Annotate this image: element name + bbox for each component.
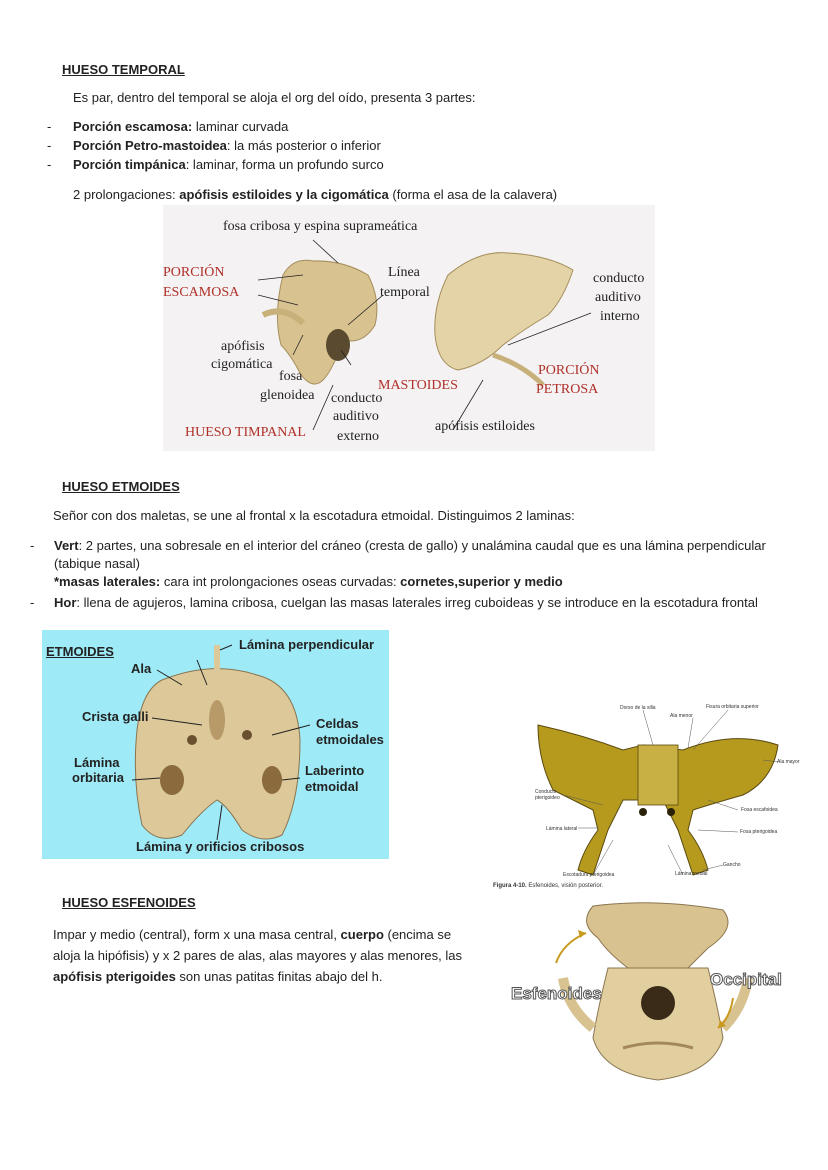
label-conducto-externo: conducto (331, 391, 383, 406)
label-apofisis-estiloides: apófisis estiloides (435, 419, 535, 434)
label-externo: externo (337, 429, 379, 444)
label-lamina-lateral: Lámina lateral (546, 826, 578, 832)
label-fosa-pterigoidea: Fosa pterigoidea (740, 829, 778, 835)
etmoides-heading: HUESO ETMOIDES (62, 479, 180, 494)
label-apofisis: apófisis (221, 339, 265, 354)
label-fisura-orbitaria: Fisura orbitaria superior (706, 704, 759, 710)
label-lamina: Lámina (74, 755, 120, 770)
label-glenoidea: glenoidea (260, 388, 315, 403)
figure-caption: Figura 4-10. Esfenoides, visión posterior. (493, 883, 604, 889)
label-ala-mayor: Ala mayor (777, 759, 800, 765)
etmoides-figure (42, 630, 389, 859)
label-auditivo-interno: auditivo (595, 290, 641, 305)
label-orbitaria: orbitaria (72, 770, 125, 785)
label-cigomatica: cigomática (211, 357, 273, 372)
label-dorso-silla: Dorso de la silla (620, 705, 656, 711)
label-porcion-petrosa: PORCIÓN (538, 363, 600, 378)
etmoides-intro: Señor con dos maletas, se une al frontal x la escotadura etmoidal. Distinguimos 2 laminas: (53, 508, 575, 523)
label-etmoidales: etmoidales (316, 732, 384, 747)
list-item: - Porción Petro-mastoidea: la más posterior o inferior (47, 138, 381, 153)
label-crista-galli: Crista galli (82, 709, 149, 724)
label-fosa-cribosa: fosa cribosa y espina suprameática (223, 219, 418, 234)
label-ala: Ala (131, 661, 152, 676)
label-etmoidal: etmoidal (305, 779, 359, 794)
temporal-intro: Es par, dentro del temporal se aloja el org del oído, presenta 3 partes: (73, 90, 476, 105)
label-conducto: Conducto (535, 789, 557, 795)
label-laberinto: Laberinto (305, 763, 365, 778)
label-lamina-perpendicular: Lámina perpendicular (239, 637, 375, 652)
label-ala-menor: Ala menor (670, 713, 693, 719)
label-porcion: PORCIÓN (163, 265, 225, 280)
label-temporal: temporal (380, 285, 430, 300)
esfenoides-posterior-figure (493, 700, 800, 895)
label-escamosa: ESCAMOSA (163, 285, 240, 300)
label-conducto-interno: conducto (593, 271, 645, 286)
esfenoides-occipital-figure (508, 898, 798, 1088)
label-hueso-timpanal: HUESO TIMPANAL (185, 425, 306, 440)
label-lamina-cribosa: Lámina y orificios cribosos (136, 839, 305, 854)
label-linea: Línea (388, 265, 420, 280)
label-escotadura: Escotadura pterigoidea (563, 872, 615, 878)
esfenoides-heading: HUESO ESFENOIDES (62, 895, 196, 910)
list-item-vert: - Vert: 2 partes, una sobresale en el interior del cráneo (cresta de gallo) y unalámina caudal que es una lámina perpendicular (tabique nasal) *masas laterales: cara int prolongaciones oseas curvadas: cornetes,superior y medio (30, 538, 766, 589)
label-petrosa: PETROSA (536, 382, 599, 397)
label-lamina-medial: Lámina medial (675, 871, 708, 877)
temporal-bone-illustration (163, 205, 655, 451)
label-fosa: fosa (279, 369, 303, 384)
label-auditivo-externo: auditivo (333, 409, 379, 424)
temporal-heading: HUESO TEMPORAL (62, 62, 185, 77)
label-interno: interno (600, 309, 640, 324)
list-item: - Porción escamosa: laminar curvada (47, 119, 289, 134)
etmoides-fig-title: ETMOIDES (46, 644, 114, 659)
label-celdas: Celdas (316, 716, 359, 731)
list-item-hor: - Hor: llena de agujeros, lamina cribosa, cuelgan las masas laterales irreg cuboideas y se introduce en la escotadura frontal (30, 595, 758, 610)
label-pterigoideo: pterigoideo (535, 795, 560, 801)
label-esfenoides-overlay: Esfenoides (511, 984, 602, 1003)
temporal-prolongaciones: 2 prolongaciones: apófisis estiloides y la cigomática (forma el asa de la calavera) (73, 187, 558, 202)
temporal-figure (163, 205, 655, 451)
label-occipital-overlay: Occipital (710, 970, 782, 989)
label-mastoides: MASTOIDES (378, 378, 458, 393)
label-gancho: Gancho (723, 862, 741, 868)
label-fosa-escafoidea: Fosa escafoidea (741, 807, 778, 813)
esfenoides-text: Impar y medio (central), form x una masa central, cuerpo (encima se aloja la hipófisis) y x 2 pares de alas, alas mayores y alas menores, las apófisis pterigoides son unas patitas finitas abajo del h. (53, 927, 462, 984)
list-item: - Porción timpánica: laminar, forma un profundo surco (47, 157, 384, 172)
